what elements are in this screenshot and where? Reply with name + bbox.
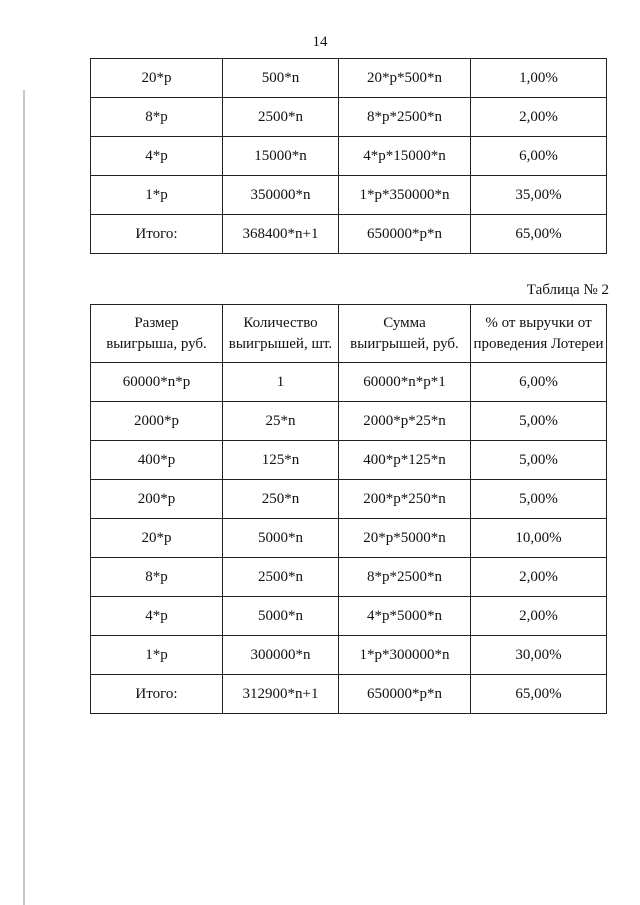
table-cell: 20*р*5000*n bbox=[339, 519, 471, 558]
table-cell: 1*р bbox=[91, 636, 223, 675]
table-cell: 4*р*15000*n bbox=[339, 137, 471, 176]
table-cell: 650000*р*n bbox=[339, 215, 471, 254]
total-row bbox=[91, 215, 607, 254]
table-cell: 30,00% bbox=[471, 636, 607, 675]
header-row bbox=[91, 305, 607, 363]
table-cell: 400*р*125*n bbox=[339, 441, 471, 480]
table-cell: Итого: bbox=[91, 675, 223, 714]
column-header-line: Размер bbox=[134, 314, 179, 331]
column-header bbox=[339, 305, 471, 363]
table-cell: 20*р bbox=[91, 59, 223, 98]
table-cell: 25*n bbox=[223, 402, 339, 441]
table-cell: 5000*n bbox=[223, 519, 339, 558]
table-cell: 250*n bbox=[223, 480, 339, 519]
table-row bbox=[91, 441, 607, 480]
table-cell: 2,00% bbox=[471, 558, 607, 597]
table-cell: 20*р bbox=[91, 519, 223, 558]
table-cell: 2000*р*25*n bbox=[339, 402, 471, 441]
table-cell: 5000*n bbox=[223, 597, 339, 636]
prize-table-continued bbox=[90, 58, 607, 254]
prize-table-body bbox=[91, 363, 607, 714]
table-cell: 200*р*250*n bbox=[339, 480, 471, 519]
table-cell: 6,00% bbox=[471, 363, 607, 402]
table-cell: 500*n bbox=[223, 59, 339, 98]
total-row bbox=[91, 675, 607, 714]
prize-table-2 bbox=[90, 304, 607, 714]
table-cell: 125*n bbox=[223, 441, 339, 480]
table-row bbox=[91, 59, 607, 98]
table-cell: 2000*р bbox=[91, 402, 223, 441]
table-cell: 4*р bbox=[91, 137, 223, 176]
column-header bbox=[223, 305, 339, 363]
table-cell: 368400*n+1 bbox=[223, 215, 339, 254]
table-row bbox=[91, 176, 607, 215]
column-header-line: Количество bbox=[243, 314, 318, 331]
table-caption: Таблица № 2 bbox=[526, 282, 609, 298]
table-cell: 1*р*350000*n bbox=[339, 176, 471, 215]
table-cell: 5,00% bbox=[471, 441, 607, 480]
scan-edge-shadow bbox=[23, 90, 25, 905]
table-row bbox=[91, 363, 607, 402]
table-cell: 35,00% bbox=[471, 176, 607, 215]
table-cell: Итого: bbox=[91, 215, 223, 254]
table-cell: 65,00% bbox=[471, 215, 607, 254]
table-cell: 300000*n bbox=[223, 636, 339, 675]
column-header-line: выигрышей, руб. bbox=[350, 335, 459, 352]
table-cell: 20*р*500*n bbox=[339, 59, 471, 98]
table-cell: 312900*n+1 bbox=[223, 675, 339, 714]
table-cell: 650000*р*n bbox=[339, 675, 471, 714]
table-cell: 2,00% bbox=[471, 98, 607, 137]
table-cell: 8*р bbox=[91, 558, 223, 597]
column-header bbox=[91, 305, 223, 363]
table-cell: 1 bbox=[223, 363, 339, 402]
column-header-line: Сумма bbox=[383, 314, 426, 331]
table-row bbox=[91, 519, 607, 558]
table-cell: 1*р bbox=[91, 176, 223, 215]
column-header-line: проведения Лотереи bbox=[473, 335, 604, 352]
table-cell: 5,00% bbox=[471, 480, 607, 519]
column-header-line: выигрыша, руб. bbox=[106, 335, 207, 352]
prize-table-header bbox=[91, 305, 607, 363]
table-row bbox=[91, 597, 607, 636]
table-row bbox=[91, 137, 607, 176]
table-cell: 4*р bbox=[91, 597, 223, 636]
table-cell: 1*р*300000*n bbox=[339, 636, 471, 675]
table-cell: 15000*n bbox=[223, 137, 339, 176]
table-row bbox=[91, 480, 607, 519]
column-header-line: выигрышей, шт. bbox=[228, 335, 333, 352]
page-number: 14 bbox=[312, 34, 328, 50]
table-cell: 350000*n bbox=[223, 176, 339, 215]
table-cell: 8*р*2500*n bbox=[339, 558, 471, 597]
table-cell: 5,00% bbox=[471, 402, 607, 441]
column-header bbox=[471, 305, 607, 363]
table-row bbox=[91, 636, 607, 675]
table-cell: 2500*n bbox=[223, 558, 339, 597]
table-row bbox=[91, 558, 607, 597]
prize-table-body bbox=[91, 59, 607, 254]
table-row bbox=[91, 402, 607, 441]
table-cell: 65,00% bbox=[471, 675, 607, 714]
table-cell: 400*р bbox=[91, 441, 223, 480]
column-header-line: % от выручки от bbox=[485, 314, 592, 331]
table-cell: 8*р bbox=[91, 98, 223, 137]
table-row bbox=[91, 98, 607, 137]
table-cell: 1,00% bbox=[471, 59, 607, 98]
table-cell: 2,00% bbox=[471, 597, 607, 636]
table-cell: 6,00% bbox=[471, 137, 607, 176]
table-cell: 8*р*2500*n bbox=[339, 98, 471, 137]
table-cell: 2500*n bbox=[223, 98, 339, 137]
table-cell: 200*р bbox=[91, 480, 223, 519]
table-cell: 4*р*5000*n bbox=[339, 597, 471, 636]
table-cell: 60000*n*р*1 bbox=[339, 363, 471, 402]
table-cell: 10,00% bbox=[471, 519, 607, 558]
table-cell: 60000*n*р bbox=[91, 363, 223, 402]
